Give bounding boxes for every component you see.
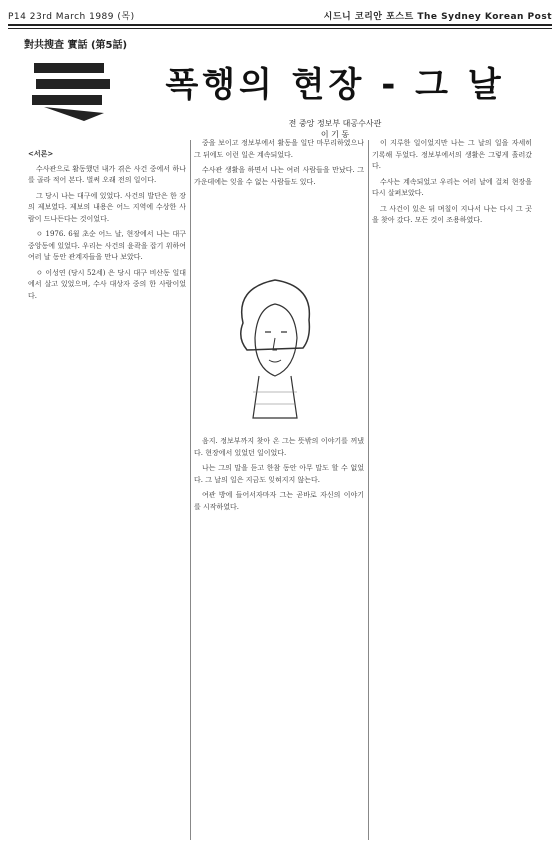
column-divider	[368, 140, 369, 840]
paragraph: 나는 그의 말을 듣고 한참 동안 아무 말도 할 수 없었다. 그 날의 일은 지금도 잊혀지지 않는다.	[194, 464, 364, 484]
paragraph: 중을 보이고 정보부에서 활동을 일단 마무리하였으나 그 뒤에도 이런 일은 계속되었다.	[194, 139, 364, 159]
paragraph: 수사관으로 활동했던 내가 겪은 사건 중에서 하나를 골라 적어 본다. 벌써 오래 전의 일이다.	[28, 164, 186, 184]
newspaper-logo-graphic	[24, 55, 124, 125]
column-divider	[190, 140, 191, 840]
paragraph: ㅇ 이성연 (당시 52세) 은 당시 대구 비산동 일대에서 살고 있었으며, 수사 대상자 중의 한 사람이었다.	[28, 268, 186, 300]
column-middle-top	[194, 138, 364, 192]
article-title: 폭행의 현장 - 그 날	[165, 65, 505, 105]
header-rule	[8, 24, 552, 26]
paragraph: 음지. 정보부까지 찾아 온 그는 뜻밖의 이야기를 꺼냈다. 현장에서 있었던 일이었다.	[194, 437, 364, 457]
byline-role: 전 중앙 정보부 대공수사관	[288, 119, 382, 128]
series-label: 對共搜査 實話 (第5話)	[24, 40, 128, 51]
page-header	[8, 4, 552, 22]
paragraph: 그 당시 나는 대구에 있었다. 사건의 발단은 한 장의 제보였다. 제보의 내용은 어느 지역에 수상한 사람이 드나든다는 것이었다.	[28, 191, 186, 223]
column-right	[372, 138, 532, 231]
paragraph: 그 사건이 있은 뒤 며칠이 지나서 나는 다시 그 곳을 찾아 갔다. 모든 것이 조용하였다.	[372, 204, 532, 224]
paragraph: 이 지루한 일이었지만 나는 그 날의 일을 자세히 기록해 두었다. 정보부에서의 생활은 그렇게 흘러갔다.	[372, 139, 532, 170]
paragraph: 수사는 계속되었고 우리는 여러 날에 걸쳐 현장을 다시 살펴보았다.	[372, 177, 532, 197]
issue-info: P14 23rd March 1989 (목)	[8, 12, 135, 22]
paragraph: ㅇ 1976. 6월 초순 어느 날, 현장에서 나는 대구 중앙동에 있었다. 우리는 사건의 윤곽을 잡기 위하여 여러 날 동안 관계자들을 만나 보았다.	[28, 230, 186, 261]
masthead: 시드니 코리안 포스트 The Sydney Korean Post	[323, 12, 552, 22]
byline	[150, 118, 520, 140]
byline-author: 이 기 동	[320, 130, 350, 139]
preface-label: <서론>	[28, 149, 54, 158]
column-left	[28, 148, 186, 306]
paragraph: 여관 방에 들어서자마자 그는 곧바로 자신의 이야기를 시작하였다.	[194, 491, 364, 511]
title-block	[150, 55, 520, 115]
paragraph: 수사관 생활을 하면서 나는 여러 사람들을 만났다. 그 가운데에는 잊을 수 없는 사람들도 있다.	[194, 166, 364, 186]
header-rule-thin	[8, 28, 552, 29]
portrait-illustration	[225, 268, 325, 433]
column-middle-bottom	[194, 436, 364, 517]
